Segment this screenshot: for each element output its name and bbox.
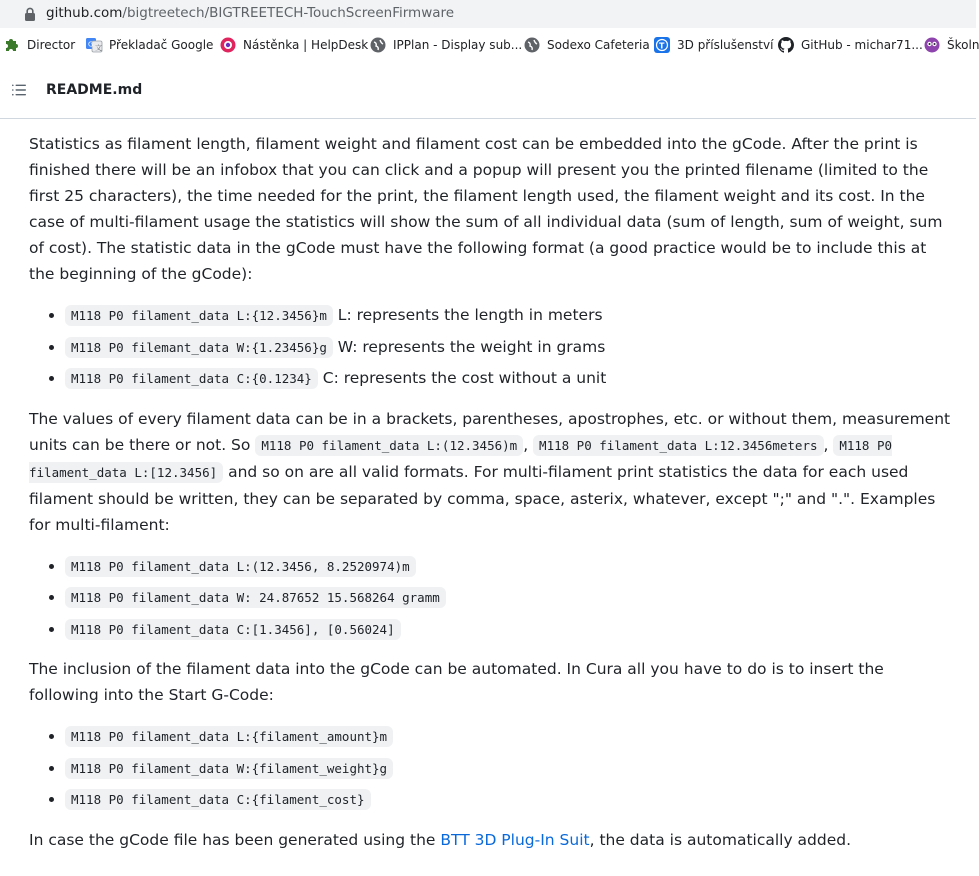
- google-translate-icon: [86, 37, 102, 53]
- svg-text:G: G: [88, 40, 94, 49]
- bookmark-label: Školn: [947, 38, 979, 52]
- globe-icon: [524, 37, 540, 53]
- separator-text: ,: [823, 435, 834, 454]
- svg-text:文: 文: [95, 44, 102, 52]
- bookmark-skoln[interactable]: [924, 36, 979, 54]
- code-snippet: M118 P0 filament_data C:{filament_cost}: [65, 789, 371, 810]
- owl-icon: [924, 37, 940, 53]
- list-item: [65, 614, 954, 646]
- list-item: [65, 551, 954, 583]
- separator-text: ,: [523, 435, 534, 454]
- url-path: /bigtreetech/BIGTREETECH-TouchScreenFirmware: [122, 5, 455, 21]
- paragraph-cura: The inclusion of the filament data into the gCode can be automated. In Cura all you have to do is to insert the following into the Start G-Code:: [29, 660, 884, 704]
- paragraph-text: and so on are all valid formats. For multi-filament print statistics the data for each used filament should be written, they can be separated by comma, space, asterix, whatever, except ";" and ".". Examples for multi-filament:: [29, 462, 936, 534]
- list-item: [65, 363, 954, 395]
- puzzle-icon: [4, 37, 20, 53]
- bookmark-label: IPPlan - Display sub...: [393, 38, 523, 52]
- github-icon: [778, 37, 794, 53]
- code-snippet: M118 P0 filament_data W:{filament_weight}g: [65, 758, 393, 779]
- paragraph-text: In case the gCode file has been generated using the: [29, 830, 441, 849]
- helpdesk-icon: [220, 37, 236, 53]
- code-snippet: M118 P0 filament_data C:[1.3456], [0.56024]: [65, 619, 401, 640]
- list-item: [65, 582, 954, 614]
- list-item: [65, 721, 954, 753]
- readme-article: [29, 131, 954, 853]
- bookmark-label: Nástěnka | HelpDesk: [243, 38, 369, 52]
- code-snippet: M118 P0 filament_data W: 24.87652 15.568264 gramm: [65, 587, 446, 608]
- address-bar[interactable]: [0, 0, 976, 28]
- bookmark-label: Překladač Google: [109, 38, 214, 52]
- list-item-text: L: represents the length in meters: [332, 306, 603, 324]
- bookmark-3d-prislusenstvi[interactable]: [654, 36, 773, 54]
- bookmark-sodexo[interactable]: [524, 36, 650, 54]
- list-item-text: C: represents the cost without a unit: [317, 369, 607, 387]
- code-snippet: M118 P0 filament_data C:{0.1234}: [65, 368, 318, 389]
- bookmark-google-translate[interactable]: [86, 36, 213, 54]
- code-snippet: M118 P0 filament_data L:{12.3456}m: [65, 305, 333, 326]
- btt-plugin-link[interactable]: BTT 3D Plug-In Suit: [440, 830, 590, 849]
- code-snippet: M118 P0 filament_data L:12.3456meters: [533, 435, 823, 456]
- svg-text:T: T: [659, 41, 665, 51]
- readme-header: [0, 62, 976, 119]
- list-item: [65, 784, 954, 816]
- bookmark-label: 3D příslušenství: [677, 38, 774, 52]
- bookmark-director[interactable]: [4, 36, 75, 54]
- paragraph-text: , the data is automatically added.: [589, 830, 852, 849]
- code-snippet: M118 P0 filemant_data W:{1.23456}g: [65, 337, 333, 358]
- list-item: [65, 753, 954, 785]
- code-snippet: M118 P0 filament_data L:(12.3456, 8.2520974)m: [65, 556, 416, 577]
- code-snippet: M118 P0 filament_data L:{filament_amount}m: [65, 726, 393, 747]
- globe-icon: [370, 37, 386, 53]
- paragraph-text: The values of every filament data can be in a brackets, parentheses, apostrophes, etc. or without them, measurement units can be there or not. So: [29, 409, 951, 454]
- list-item: [65, 332, 954, 364]
- bookmark-label: GitHub - michar71...: [801, 38, 923, 52]
- paragraph-formats: [29, 406, 954, 538]
- code-snippet: M118 P0 filament_data L:(12.3456)m: [255, 435, 523, 456]
- bookmarks-bar: [0, 28, 979, 63]
- bookmark-ipplan[interactable]: [370, 36, 522, 54]
- bookmark-github[interactable]: [778, 36, 923, 54]
- code-snippet: M118 P0 filament_data L:[12.3456]: [29, 435, 892, 483]
- list-item: [65, 300, 954, 332]
- url-text[interactable]: [46, 5, 454, 21]
- bookmark-label: Sodexo Cafeteria: [547, 38, 650, 52]
- bookmark-helpdesk[interactable]: [220, 36, 368, 54]
- bookmark-label: Director: [27, 38, 76, 52]
- format-list: [29, 300, 954, 395]
- url-host: github.com: [46, 5, 123, 21]
- readme-title[interactable]: README.md: [46, 82, 143, 98]
- list-unordered-icon[interactable]: [11, 82, 27, 98]
- multi-filament-list: [29, 551, 954, 646]
- paragraph-statistics: Statistics as filament length, filament weight and filament cost can be embedded into the gCode. After the print is finished there will be an infobox that you can click and a popup will present you the printed filename (limited to the first 25 characters), the time needed for the print, the filament length used, the filament weight and its cost. In the case of multi-filament usage the statistics will show the sum of all individual data (sum of length, sum of weight, sum of cost). The statistic data in the gCode must have the following format (a good practice would be to include this at the beginning of the gCode):: [29, 135, 943, 283]
- paragraph-plugin: [29, 827, 954, 853]
- lock-icon: [24, 7, 36, 21]
- list-item-text: W: represents the weight in grams: [332, 337, 606, 356]
- t-icon: [654, 37, 670, 53]
- cura-list: [29, 721, 954, 816]
